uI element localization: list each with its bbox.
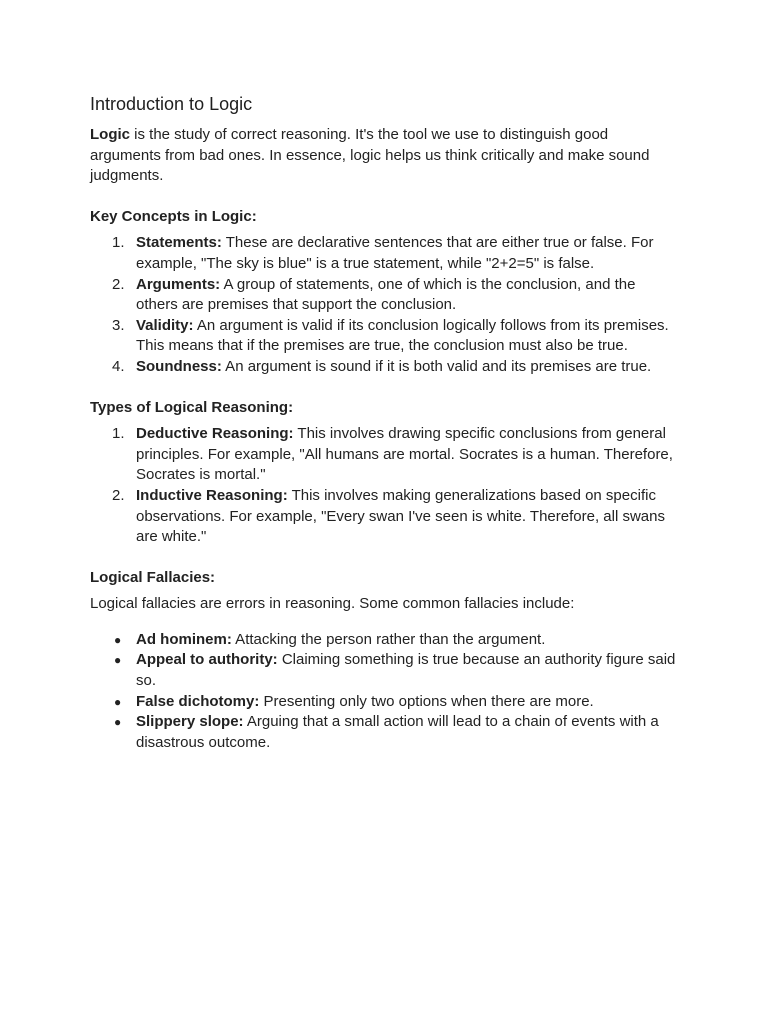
list-item-term: Ad hominem: [136,630,232,648]
bullet-icon: ● [114,715,122,730]
list-item-text: Attacking the person rather than the argument. [231,630,546,648]
list-item [90,486,678,548]
list-item-term: Soundness: [136,357,222,375]
list-number: 2. [112,486,125,504]
list-number: 4. [112,357,125,375]
list-item [90,692,678,713]
list-item-term: Statements: [136,234,222,252]
list-number: 1. [112,425,125,443]
page-title: Introduction to Logic [90,94,253,114]
list-item [90,712,678,753]
intro-text: is the study of correct reasoning. It's the tool we use to distinguish good arguments from bad ones. In essence, logic helps us think critically and make sound judgments. [90,126,650,185]
bullet-icon: ● [114,694,122,709]
list-item-text: Claiming something is true because an authority figure said so. [136,651,676,690]
list-item-text: These are declarative sentences that are either true or false. For example, "The sky is blue" is a true statement, while "2+2=5" is false. [136,234,654,272]
fallacies-intro: Logical fallacies are errors in reasoning. Some common fallacies include: [90,595,575,613]
reasoning-types-list [90,424,678,548]
bullet-icon: ● [114,632,122,647]
list-item-text: Presenting only two options when there are more. [259,692,594,710]
list-item-text: This involves drawing specific conclusions from general principles. For example, "All humans are mortal. Socrates is a human. Therefore, Socrates is mortal." [136,425,673,484]
list-item [90,424,678,486]
list-number: 1. [112,234,125,252]
bullet-icon: ● [114,653,122,668]
list-item-term: Arguments: [136,275,221,293]
list-item-term: Inductive Reasoning: [136,486,288,504]
list-item [90,316,678,357]
fallacies-list [90,630,678,754]
list-item [90,630,678,651]
list-item-text: A group of statements, one of which is the conclusion, and the others are premises that support the conclusion. [136,275,636,314]
key-concepts-list [90,233,678,377]
list-item [90,357,678,378]
list-item-text: An argument is valid if its conclusion logically follows from its premises. This means that if the premises are true, the conclusion must also be true. [136,316,669,355]
list-number: 3. [112,316,125,334]
list-item [90,275,678,316]
list-item-term: Slippery slope: [136,713,244,731]
key-concepts-heading: Key Concepts in Logic: [90,207,257,225]
list-item-term: False dichotomy: [136,692,260,710]
list-item-term: Validity: [136,316,194,334]
list-item-term: Appeal to authority: [136,651,278,669]
list-item-term: Deductive Reasoning: [136,425,294,443]
intro-term: Logic [90,126,130,143]
intro-paragraph [90,125,678,187]
fallacies-heading: Logical Fallacies: [90,568,216,586]
list-item-text: Arguing that a small action will lead to a chain of events with a disastrous outcome. [136,713,659,751]
list-item [90,233,678,274]
list-item-text: An argument is sound if it is both valid and its premises are true. [221,357,652,375]
reasoning-types-heading: Types of Logical Reasoning: [90,398,294,416]
list-item-text: This involves making generalizations based on specific observations. For example, "Every swan I've seen is white. Therefore, all swans are white." [136,486,665,546]
list-item [90,650,678,691]
list-number: 2. [112,275,125,293]
